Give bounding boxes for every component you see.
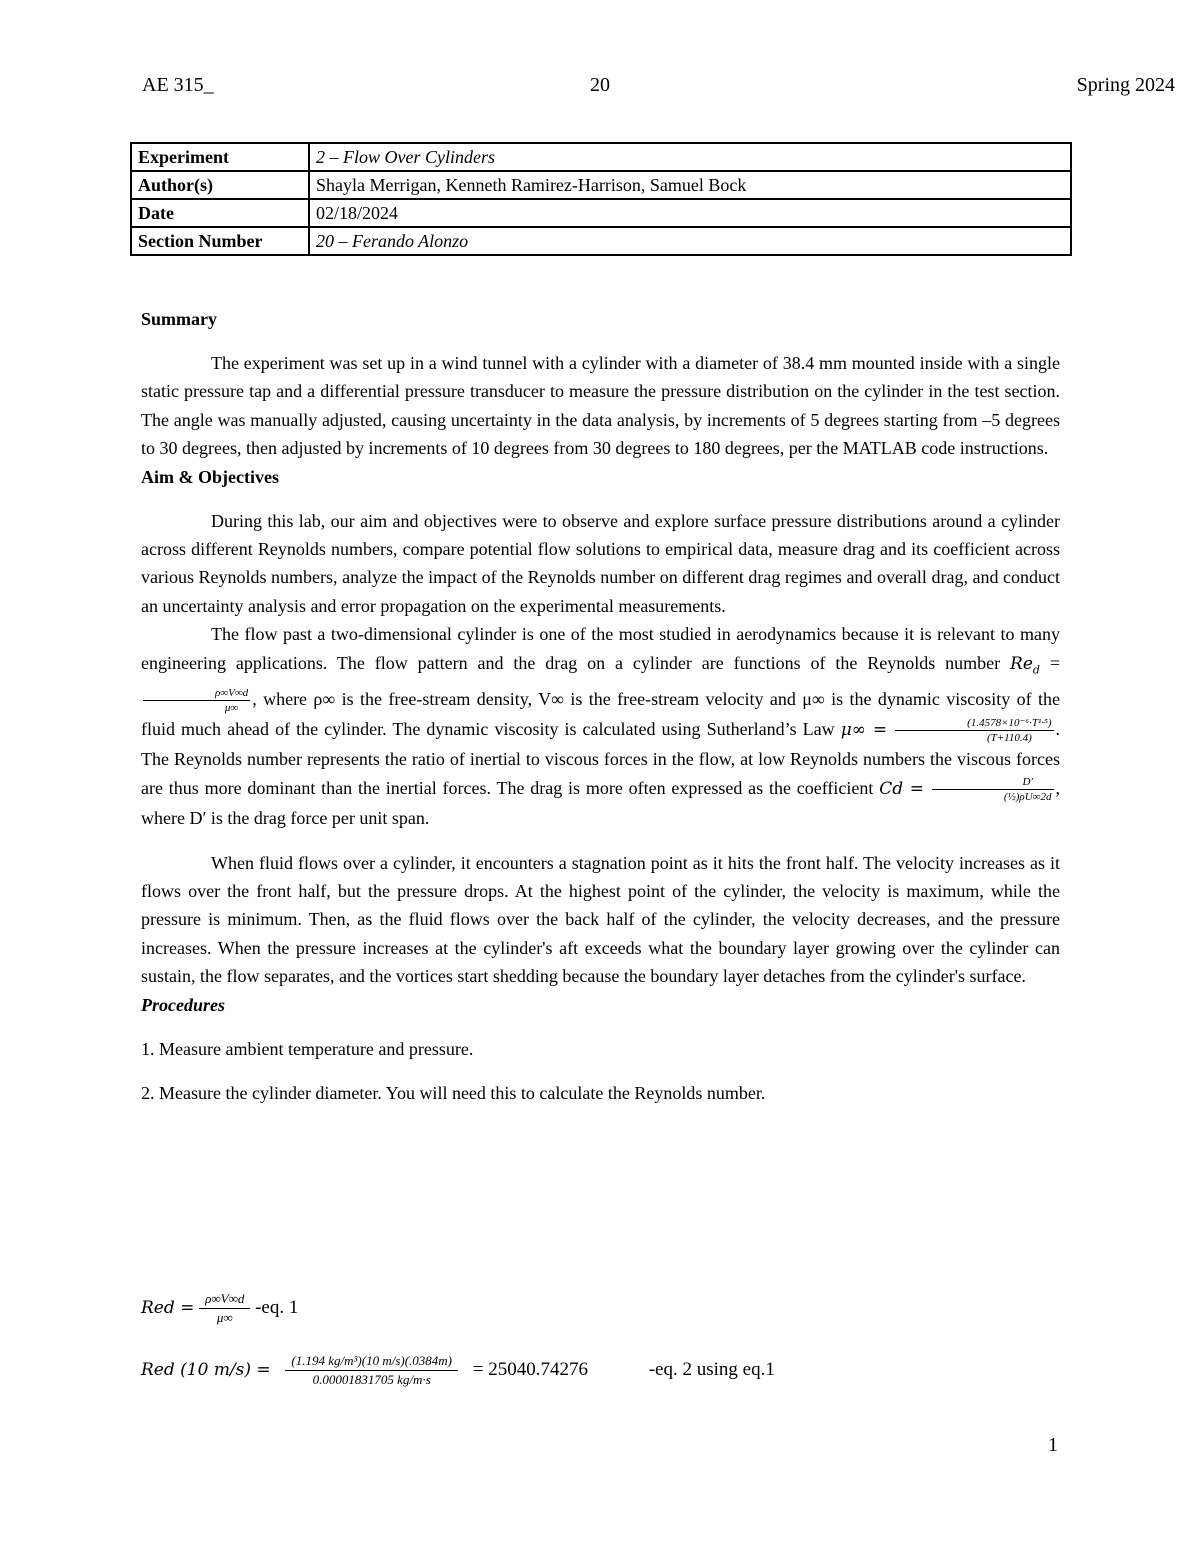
header-term: Spring 2024 [1076, 74, 1175, 96]
aim-paragraph-2 [141, 620, 1060, 832]
body-content [141, 305, 1060, 1107]
eq1-lhs: Red = [141, 1297, 195, 1318]
aim-text-b: , where ρ∞ is the free-stream density, V∞ is the free-stream velocity and μ∞ is the dynamic viscosity of the fluid much ahead of the cylinder. The dynamic viscosity is calculated using Sutherland’s Law [141, 688, 1060, 740]
equation-2 [141, 1352, 775, 1389]
eq1-numerator: ρ∞V∞d [199, 1290, 250, 1309]
reynolds-symbol: Re [1010, 653, 1033, 674]
cd-numerator: D′ [932, 775, 1054, 790]
eq2-denominator: 0.00001831705 kg/m·s [312, 1372, 431, 1387]
aim-text-a: The flow past a two-dimensional cylinder is one of the most studied in aerodynamics because it is relevant to many engineering applications. The flow pattern and the drag on a cylinder are functions of the Reynolds number [141, 624, 1060, 673]
eq1-label: -eq. 1 [255, 1296, 299, 1318]
eq2-numerator: (1.194 kg/m³)(10 m/s)(.0384m) [285, 1352, 458, 1371]
cd-denominator: (½)ρU∞2d [1003, 791, 1052, 804]
eq2-lhs: Red (10 m/s) = [141, 1359, 271, 1380]
aim-text-c: . The Reynolds number represents the ratio of inertial to viscous forces in the flow, at low Reynolds numbers the viscous forces are thus more dominant than the inertial forces. The drag is more often expressed as the coefficient [141, 719, 1061, 798]
row-value: 20 – Ferando Alonzo [309, 227, 1071, 255]
row-value: 2 – Flow Over Cylinders [309, 143, 1071, 171]
procedure-step-2: 2. Measure the cylinder diameter. You will need this to calculate the Reynolds number. [141, 1083, 766, 1104]
table-row [131, 227, 1071, 255]
cd-symbol: Cd = [879, 778, 925, 799]
equals-sign: = [1049, 652, 1060, 673]
sutherland-numerator: (1.4578×10⁻⁶·T¹·⁵) [895, 716, 1053, 731]
eq1-fraction [199, 1290, 250, 1327]
table-row [131, 143, 1071, 171]
summary-heading: Summary [141, 309, 217, 329]
aim-paragraph-3: When fluid flows over a cylinder, it encounters a stagnation point as it hits the front half. The velocity increases as it flows over the front half, but the pressure drops. At the highest point of the cylinder, the velocity is maximum, while the pressure is minimum. Then, as the fluid flows over the back half of the cylinder, the velocity decreases, and the pressure increases. When the pressure increases at the cylinder's aft exceeds what the boundary layer growing over the cylinder can sustain, the flow separates, and the vortices start shedding because the boundary layer detaches from the cylinder's surface. [141, 852, 1060, 987]
procedures-heading: Procedures [141, 994, 225, 1015]
procedure-step-1: 1. Measure ambient temperature and pressure. [141, 1038, 474, 1059]
sutherland-fraction [895, 716, 1053, 745]
sutherland-denominator: (T+110.4) [986, 732, 1032, 745]
row-label: Experiment [131, 143, 309, 171]
header-section: 20 [590, 74, 610, 96]
row-label: Section Number [131, 227, 309, 255]
aim-text-d: , where D′ is the drag force per unit span. [141, 777, 1061, 829]
page-number: 1 [1048, 1434, 1058, 1456]
mu-symbol: μ∞ = [840, 720, 888, 741]
summary-paragraph: The experiment was set up in a wind tunnel with a cylinder with a diameter of 38.4 mm mounted inside with a single static pressure tap and a differential pressure transducer to measure the pressure distribution on the cylinder in the test section. The angle was manually adjusted, causing uncertainty in the data analysis, by increments of 5 degrees starting from –5 degrees to 30 degrees, then adjusted by increments of 10 degrees from 30 degrees to 180 degrees, per the MATLAB code instructions. [141, 353, 1060, 459]
equation-1 [141, 1290, 298, 1327]
reynolds-fraction [143, 686, 250, 715]
table-row [131, 171, 1071, 199]
header-course: AE 315_ [142, 74, 214, 96]
eq2-fraction [285, 1352, 458, 1389]
row-value: Shayla Merrigan, Kenneth Ramirez-Harrison, Samuel Bock [309, 171, 1071, 199]
eq2-result: = 25040.74276 [472, 1358, 588, 1380]
eq2-label: -eq. 2 using eq.1 [648, 1358, 775, 1380]
reynolds-denominator: μ∞ [224, 702, 239, 715]
eq1-denominator: μ∞ [216, 1310, 233, 1325]
row-label: Date [131, 199, 309, 227]
cd-fraction [932, 775, 1054, 804]
aim-paragraph-1: During this lab, our aim and objectives were to observe and explore surface pressure distributions around a cylinder across different Reynolds numbers, compare potential flow solutions to empirical data, measure drag and its coefficient across various Reynolds numbers, analyze the impact of the Reynolds number on different drag regimes and overall drag, and conduct an uncertainty analysis and error propagation on the experimental measurements. [141, 510, 1060, 616]
aim-heading: Aim & Objectives [141, 466, 279, 487]
table-row [131, 199, 1071, 227]
reynolds-numerator: ρ∞V∞d [143, 686, 250, 701]
row-value: 02/18/2024 [309, 199, 1071, 227]
reynolds-subscript: d [1032, 663, 1040, 677]
row-label: Author(s) [131, 171, 309, 199]
experiment-info-table [130, 142, 1072, 256]
